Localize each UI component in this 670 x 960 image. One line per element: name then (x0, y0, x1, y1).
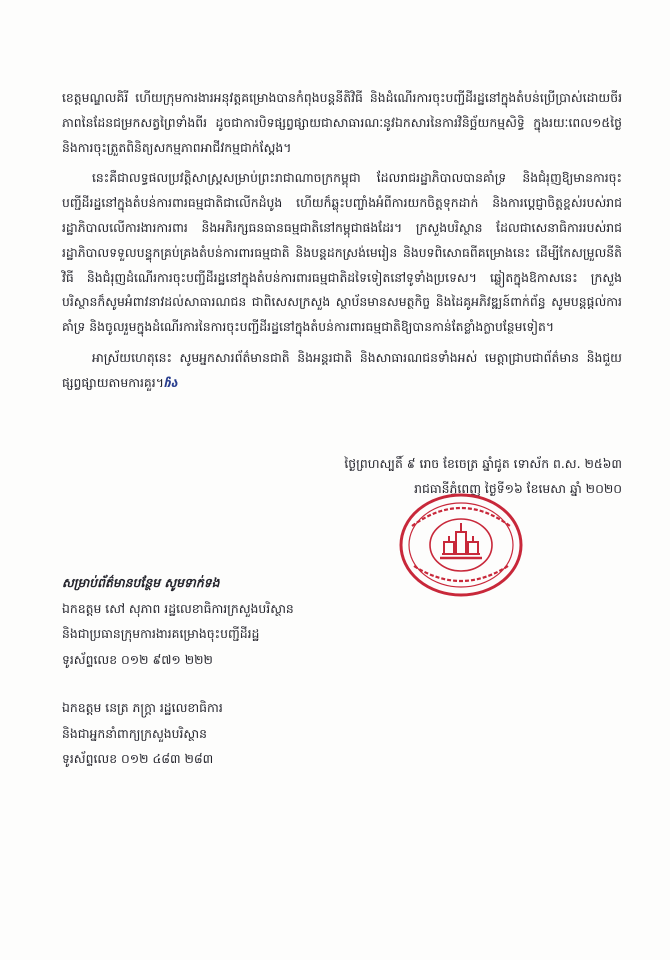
paragraph-3 (62, 346, 622, 396)
contact-1-name: ឯកឧត្តម សៅ សុភាព រដ្ឋលេខាធិការក្រសួងបរិស្ថាន (62, 600, 294, 616)
initial-mark: ჩა (163, 374, 178, 390)
contact-2-name: ឯកឧត្តម នេត្រ ភក្ត្រា រដ្ឋលេខាធិការ (62, 700, 223, 715)
contact-1-phone: ទូរស័ព្ទលេខ ០១២ ៩៧១ ២២២ (62, 651, 213, 667)
body-text (62, 86, 622, 402)
solar-date-line: រាជធានីភ្នំពេញ ថ្ងៃទី១៦ ខែមេសា ឆ្នាំ ២០២០ (414, 480, 622, 496)
contact-2-phone: ទូរស័ព្ទលេខ ០១២ ៤៨៣ ២៨៣ (62, 751, 214, 766)
contact-info (62, 570, 602, 772)
contact-1-role: និងជាប្រធានក្រុមការងារគម្រោងចុះបញ្ជីដីរដ្ឋ (62, 626, 260, 641)
contacts-heading: សម្រាប់ព័ត៌មានបន្ថែម សូមទាក់ទង (62, 575, 220, 590)
contact-2-role: និងជាអ្នកនាំពាក្យក្រសួងបរិស្ថាន (62, 725, 208, 741)
paragraph-2: នេះគឺជាលទ្ធផលប្រវត្តិសាស្ត្រសម្រាប់ព្រះរាជាណាចក្រកម្ពុជា ដែលរាជរដ្ឋាភិបាលបានគាំទ្រ និងជំរុញឱ្យមានការចុះបញ្ជីដីរដ្ឋនៅក្នុងតំបន់ការពារធម្មជាតិជាលើកដំបូង ហើយក៏ឆ្លុះបញ្ចាំងអំពីការយកចិត្តទុកដាក់ និងការប្តេជ្ញាចិត្តខ្ពស់របស់រាជរដ្ឋាភិបាលលើការងារការពារ និងអភិរក្សធនធានធម្មជាតិនៅកម្ពុជាផងដែរ។ ក្រសួងបរិស្ថាន ដែលជាសេនាធិការរបស់រាជរដ្ឋាភិបាលទទួលបន្ទុកគ្រប់គ្រងតំបន់ការពារធម្មជាតិ និងបន្តដកស្រង់មេរៀន និងបទពិសោធពីគម្រោងនេះ ដើម្បីកែសម្រួលនីតិវិធី និងជំរុញដំណើរការចុះបញ្ជីដីរដ្ឋនៅក្នុងតំបន់ការពារធម្មជាតិដទៃទៀតនៅទូទាំងប្រទេស។ ឆ្លៀតក្នុងឱកាសនេះ ក្រសួងបរិស្ថានក៏សូមអំពាវនាវដល់សាធារណជន ជាពិសេសក្រសួង ស្ថាប័នមានសមត្ថកិច្ច និងដៃគូអភិវឌ្ឍន៍ពាក់ព័ន្ធ សូមបន្តផ្តល់ការគាំទ្រ និងចូលរួមក្នុងដំណើរការនៃការចុះបញ្ជីដីរដ្ឋនៅក្នុងតំបន់ការពារធម្មជាតិឱ្យបានកាន់តែខ្លាំងក្លាបន្ថែមទៀត។ (62, 170, 622, 335)
lunar-date-line: ថ្ងៃព្រហស្បតិ៍ ៩ រោច ខែចេត្រ ឆ្នាំជូត ទោស័ក ព.ស. ២៥៦៣ (344, 456, 622, 471)
paragraph-1: ខេត្តមណ្ឌលគិរី ហើយក្រុមការងារអនុវត្តគម្រោងបានកំពុងបន្តនីតិវិធី និងដំណើរការចុះបញ្ជីដីរដ្ឋនៅក្នុងតំបន់ប្រើប្រាស់ដោយចីរភាពនៃដែនជម្រកសត្វព្រៃទាំងពីរ ដូចជាការបិទផ្សព្វផ្សាយជាសាធារណៈនូវឯកសារនៃការវិនិច្ឆ័យកម្មសិទ្ធិ ក្នុងរយៈពេល១៥ថ្ងៃ និងការចុះត្រួតពិនិត្យសកម្មភាពអាជីវកម្មជាក់ស្តែង។ (62, 90, 622, 155)
contacts-spacer (62, 672, 602, 695)
paragraph-3-text: អាស្រ័យហេតុនេះ សូមអ្នកសារព័ត៌មានជាតិ និងអន្តរជាតិ និងសាធារណជនទាំងអស់ មេត្តាជ្រាបជាព័ត៌មាន និងជួយផ្សព្វផ្សាយតាមការគួរ។ (62, 349, 622, 390)
